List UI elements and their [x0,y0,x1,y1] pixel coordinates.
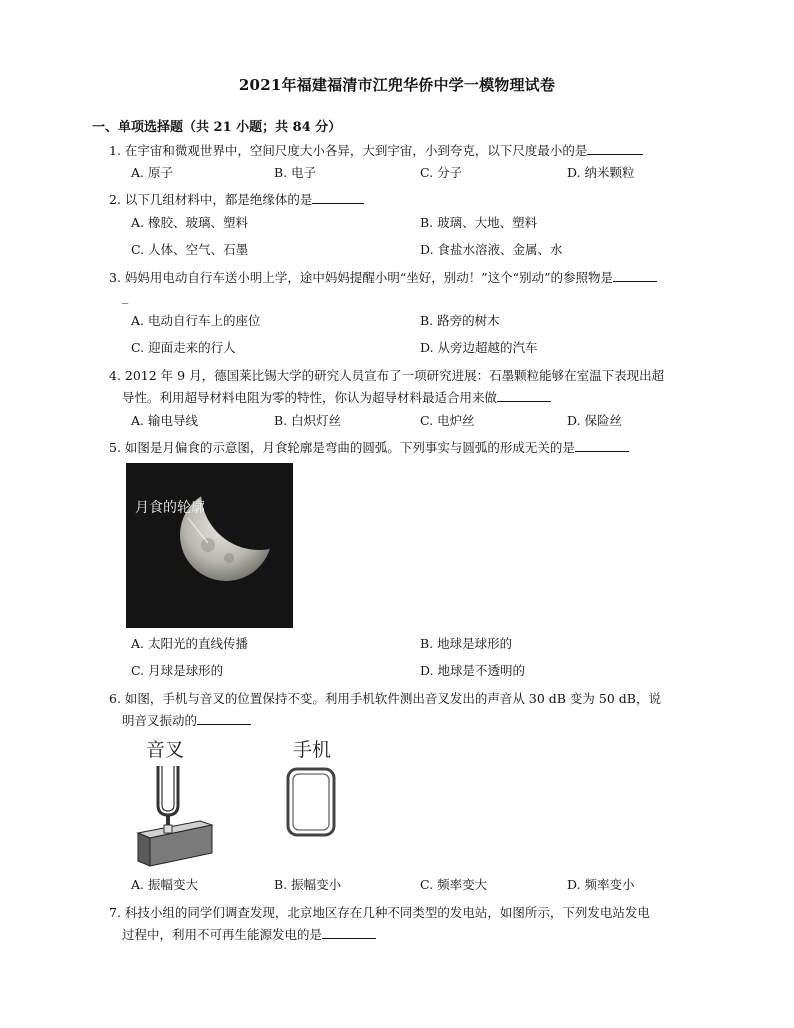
q3-option-d: D. 从旁边超越的汽车 [420,340,538,355]
q6-option-a: A. 振幅变大 [131,877,198,892]
q3-option-b: B. 路旁的树木 [420,313,500,328]
q5-option-c: C. 月球是球形的 [131,663,224,678]
q2-option-d: D. 食盐水溶液、金属、水 [420,242,563,257]
phone-label: 手机 [293,739,332,761]
answer-blank [587,140,643,155]
question-6: 6. 如图，手机与音叉的位置保持不变。利用手机软件测出音叉发出的声音从 30 dB 变为 50 dB，说 [109,691,661,706]
answer-blank [613,267,657,282]
question-1 [109,140,643,162]
question-2 [109,189,364,211]
q2-option-b: B. 玻璃、大地、塑料 [420,215,538,230]
q1-option-a: A. 原子 [131,165,173,180]
q2-option-c: C. 人体、空气、石墨 [131,242,249,257]
q5-option-a: A. 太阳光的直线传播 [131,636,248,651]
question-1-text: 1. 在宇宙和微观世界中，空间尺度大小各异，大到宇宙，小到夸克，以下尺度最小的是 [109,143,588,158]
answer-blank [197,710,251,725]
tuning-fork-phone-figure [130,733,350,871]
q2-option-a: A. 橡胶、玻璃、塑料 [131,215,248,230]
question-7: 7. 科技小组的同学们调查发现，北京地区存在几种不同类型的发电站，如图所示，下列发电站发电 [109,905,650,920]
q5-option-b: B. 地球是球形的 [420,636,513,651]
question-4: 4. 2012 年 9 月，德国莱比锡大学的研究人员宣布了一项研究进展：石墨颗粒能够在室温下表现出超 [109,368,665,383]
q3-option-c: C. 迎面走来的行人 [131,340,236,355]
q1-option-d: D. 纳米颗粒 [567,165,635,180]
q6-option-b: B. 振幅变小 [274,877,342,892]
q4-option-c: C. 电炉丝 [420,413,475,428]
question-5-text: 5. 如图是月偏食的示意图，月食轮廓是弯曲的圆弧。下列事实与圆弧的形成无关的是 [109,440,575,455]
answer-blank [497,387,551,402]
q1-option-c: C. 分子 [420,165,463,180]
question-4-text-2: 导性。利用超导材料电阻为零的特性，你认为超导材料最适合用来做 [122,390,498,405]
answer-blank [575,437,629,452]
section-heading: 一、单项选择题（共 21 小题；共 84 分） [92,120,342,135]
question-3 [109,267,657,289]
question-7-line-2 [122,924,376,946]
q4-option-d: D. 保险丝 [567,413,623,428]
question-2-text: 2. 以下几组材料中，都是绝缘体的是 [109,192,313,207]
q6-option-c: C. 频率变大 [420,877,488,892]
q5-option-d: D. 地球是不透明的 [420,663,526,678]
q1-option-b: B. 电子 [274,165,317,180]
tuning-fork-label: 音叉 [146,739,185,761]
question-3-text: 3. 妈妈用电动自行车送小明上学，途中妈妈提醒小明“坐好，别动！”这个“别动”的参照物是 [109,270,613,285]
question-4-line-2 [122,387,551,409]
moon-illustration [126,463,293,628]
q6-option-d: D. 频率变小 [567,877,635,892]
question-6-line-2 [122,710,251,732]
lunar-eclipse-image [126,463,293,628]
question-3-continuation: _ [122,289,129,304]
answer-blank [322,924,376,939]
phone-icon [130,733,350,871]
eclipse-contour-label: 月食的轮廓 [135,500,205,516]
answer-blank [312,189,364,204]
question-6-text-2: 明音叉振动的 [122,713,198,728]
question-5 [109,437,629,459]
page-title: 2021年福建福清市江兜华侨中学一模物理试卷 [238,76,556,94]
q3-option-a: A. 电动自行车上的座位 [131,313,261,328]
q4-option-a: A. 输电导线 [131,413,198,428]
q4-option-b: B. 白炽灯丝 [274,413,342,428]
question-7-text-2: 过程中，利用不可再生能源发电的是 [122,927,323,942]
